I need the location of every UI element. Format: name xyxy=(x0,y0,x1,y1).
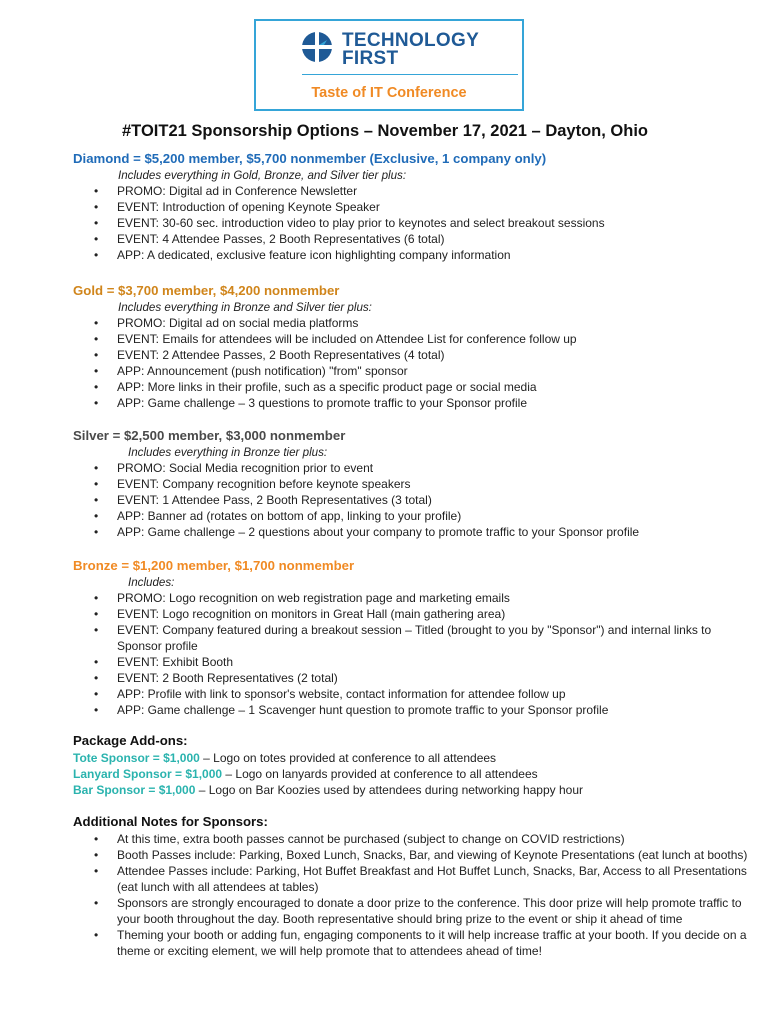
addon-bar-name: Bar Sponsor = $1,000 xyxy=(73,783,196,797)
tier-silver xyxy=(73,428,753,540)
list-item: • APP: Banner ad (rotates on bottom of app, linking to your profile) xyxy=(73,508,753,524)
tier-diamond-note: Includes everything in Gold, Bronze, and Silver tier plus: xyxy=(118,169,407,182)
list-item: • PROMO: Social Media recognition prior to event xyxy=(73,460,753,476)
list-item: • APP: Game challenge – 1 Scavenger hunt question to promote traffic to your Sponsor profile xyxy=(73,702,753,718)
tier-silver-list xyxy=(73,460,753,540)
list-item: • EVENT: 4 Attendee Passes, 2 Booth Representatives (6 total) xyxy=(73,231,753,247)
tier-bronze-note: Includes: xyxy=(128,576,175,589)
technology-first-logo-icon xyxy=(301,31,333,63)
tier-bronze xyxy=(73,558,753,718)
list-item: • Theming your booth or adding fun, engaging components to it will help increase traffic at your booth. If you decide on a theme or exciting element, we will help promote that to attendees ahead of time! xyxy=(73,927,753,959)
list-item: • At this time, extra booth passes cannot be purchased (subject to change on COVID restrictions) xyxy=(73,831,753,847)
list-item: • EVENT: Company featured during a breakout session – Titled (brought to you by "Sponsor") and internal links to Sponsor profile xyxy=(73,622,753,654)
list-item: • EVENT: 1 Attendee Pass, 2 Booth Representatives (3 total) xyxy=(73,492,753,508)
addon-lanyard-desc: – Logo on lanyards provided at conference to all attendees xyxy=(222,767,538,781)
tier-gold xyxy=(73,283,753,411)
list-item: • APP: A dedicated, exclusive feature icon highlighting company information xyxy=(73,247,753,263)
additional-notes xyxy=(73,814,753,959)
list-item: • APP: More links in their profile, such as a specific product page or social media xyxy=(73,379,753,395)
addon-lanyard-name: Lanyard Sponsor = $1,000 xyxy=(73,767,223,781)
logo-box xyxy=(254,19,524,111)
list-item: • PROMO: Digital ad on social media platforms xyxy=(73,315,753,331)
list-item: • EVENT: 30-60 sec. introduction video to play prior to keynotes and select breakout sessions xyxy=(73,215,753,231)
logo-tagline: Taste of IT Conference xyxy=(311,85,467,101)
tier-bronze-heading: Bronze = $1,200 member, $1,700 nonmember xyxy=(73,558,355,573)
tier-diamond xyxy=(73,151,753,263)
tier-gold-list xyxy=(73,315,753,411)
list-item: • PROMO: Digital ad in Conference Newsletter xyxy=(73,183,753,199)
list-item: • APP: Game challenge – 3 questions to promote traffic to your Sponsor profile xyxy=(73,395,753,411)
addon-tote-name: Tote Sponsor = $1,000 xyxy=(73,751,200,765)
notes-heading: Additional Notes for Sponsors: xyxy=(73,814,268,829)
tier-diamond-list xyxy=(73,183,753,263)
list-item: • EVENT: Logo recognition on monitors in Great Hall (main gathering area) xyxy=(73,606,753,622)
list-item: • APP: Game challenge – 2 questions about your company to promote traffic to your Sponsor profile xyxy=(73,524,753,540)
list-item: • EVENT: Emails for attendees will be included on Attendee List for conference follow up xyxy=(73,331,753,347)
list-item: • EVENT: Exhibit Booth xyxy=(73,654,753,670)
addon-lanyard xyxy=(73,766,753,782)
logo-text-technology: TECHNOLOGY xyxy=(342,30,480,51)
tier-diamond-heading: Diamond = $5,200 member, $5,700 nonmember (Exclusive, 1 company only) xyxy=(73,151,547,166)
addon-bar-desc: – Logo on Bar Koozies used by attendees during networking happy hour xyxy=(195,783,583,797)
list-item: • APP: Profile with link to sponsor's website, contact information for attendee follow up xyxy=(73,686,753,702)
addon-bar xyxy=(73,782,753,798)
addon-tote xyxy=(73,750,753,766)
list-item: • PROMO: Logo recognition on web registration page and marketing emails xyxy=(73,590,753,606)
list-item: • EVENT: Company recognition before keynote speakers xyxy=(73,476,753,492)
list-item: • EVENT: 2 Booth Representatives (2 total) xyxy=(73,670,753,686)
notes-list xyxy=(73,831,753,959)
list-item: • Sponsors are strongly encouraged to donate a door prize to the conference. This door prize will help promote traffic to your booth throughout the day. Booth representative should bring prize to the event or ship it ahead of time xyxy=(73,895,753,927)
tier-bronze-list xyxy=(73,590,753,718)
list-item: • APP: Announcement (push notification) "from" sponsor xyxy=(73,363,753,379)
tier-silver-heading: Silver = $2,500 member, $3,000 nonmember xyxy=(73,428,346,443)
logo-text-first: FIRST xyxy=(342,48,399,69)
package-addons xyxy=(73,733,753,798)
list-item: • EVENT: 2 Attendee Passes, 2 Booth Representatives (4 total) xyxy=(73,347,753,363)
list-item: • EVENT: Introduction of opening Keynote Speaker xyxy=(73,199,753,215)
list-item: • Attendee Passes include: Parking, Hot Buffet Breakfast and Hot Buffet Lunch, Snacks, Bar, Access to all Presentations (eat lunch with all attendees at tables) xyxy=(73,863,753,895)
tier-gold-note: Includes everything in Bronze and Silver tier plus: xyxy=(118,301,372,314)
list-item: • Booth Passes include: Parking, Boxed Lunch, Snacks, Bar, and viewing of Keynote Presentations (eat lunch at booths) xyxy=(73,847,753,863)
addon-tote-desc: – Logo on totes provided at conference to all attendees xyxy=(199,751,497,765)
tier-gold-heading: Gold = $3,700 member, $4,200 nonmember xyxy=(73,283,340,298)
tier-silver-note: Includes everything in Bronze tier plus: xyxy=(128,446,328,459)
logo-divider xyxy=(302,74,518,75)
page-title: #TOIT21 Sponsorship Options – November 17, 2021 – Dayton, Ohio xyxy=(121,122,648,140)
addons-heading: Package Add-ons: xyxy=(73,733,188,748)
